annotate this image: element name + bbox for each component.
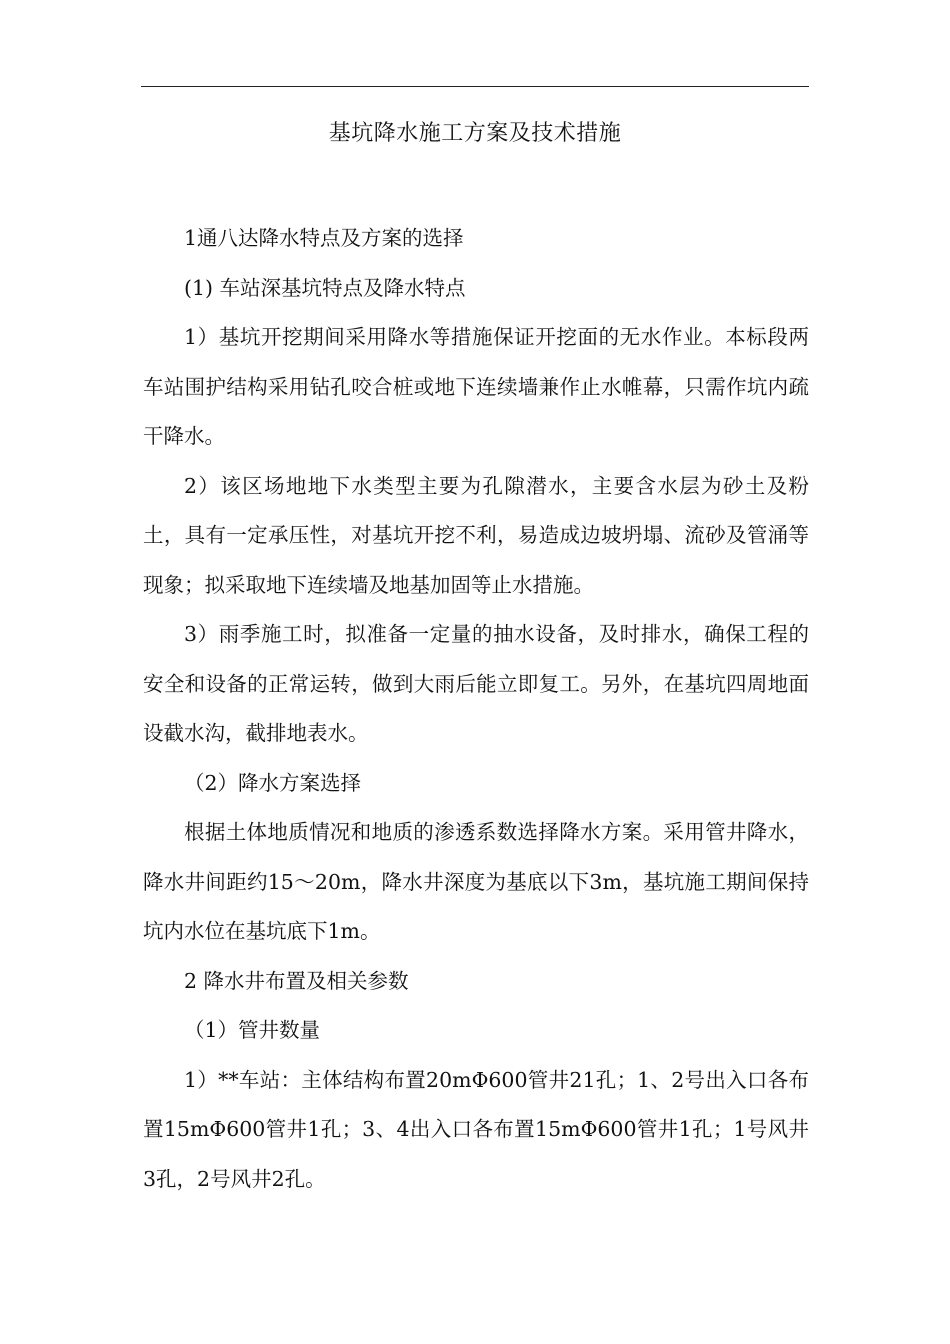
subsection-heading-2-1: （1）管井数量 bbox=[184, 1018, 321, 1042]
document-title: 基坑降水施工方案及技术措施 bbox=[328, 121, 622, 146]
paragraph-item-3: 3）雨季施工时，拟准备一定量的抽水设备，及时排水，确保工程的安全和设备的正常运转，做到大雨后能立即复工。另外，在基坑四周地面设截水沟，截排地表水。 bbox=[143, 622, 809, 745]
paragraph-item-1: 1）基坑开挖期间采用降水等措施保证开挖面的无水作业。本标段两车站围护结构采用钻孔咬合桩或地下连续墙兼作止水帷幕，只需作坑内疏干降水。 bbox=[143, 325, 809, 448]
paragraph-well-count: 1）**车站：主体结构布置20mΦ600管井21孔；1、2号出入口各布置15mΦ600管井1孔；3、4出入口各布置15mΦ600管井1孔；1号风井3孔，2号风井2孔。 bbox=[143, 1067, 809, 1191]
section-heading-1: 1通八达降水特点及方案的选择 bbox=[184, 226, 464, 250]
paragraph-item-2: 2）该区场地地下水类型主要为孔隙潜水，主要含水层为砂土及粉土，具有一定承压性，对基坑开挖不利，易造成边坡坍塌、流砂及管涌等现象；拟采取地下连续墙及地基加固等止水措施。 bbox=[143, 473, 809, 597]
subsection-heading-1-2: （2）降水方案选择 bbox=[184, 770, 362, 795]
document-body bbox=[143, 214, 809, 1204]
paragraph-dewatering-plan: 根据土体地质情况和地质的渗透系数选择降水方案。采用管井降水，降水井间距约15～20m，降水井深度为基底以下3m，基坑施工期间保持坑内水位在基坑底下1m。 bbox=[143, 820, 809, 943]
section-heading-2: 2 降水井布置及相关参数 bbox=[184, 968, 409, 993]
header-rule bbox=[141, 86, 809, 87]
subsection-heading-1-1: (1) 车站深基坑特点及降水特点 bbox=[184, 275, 466, 300]
